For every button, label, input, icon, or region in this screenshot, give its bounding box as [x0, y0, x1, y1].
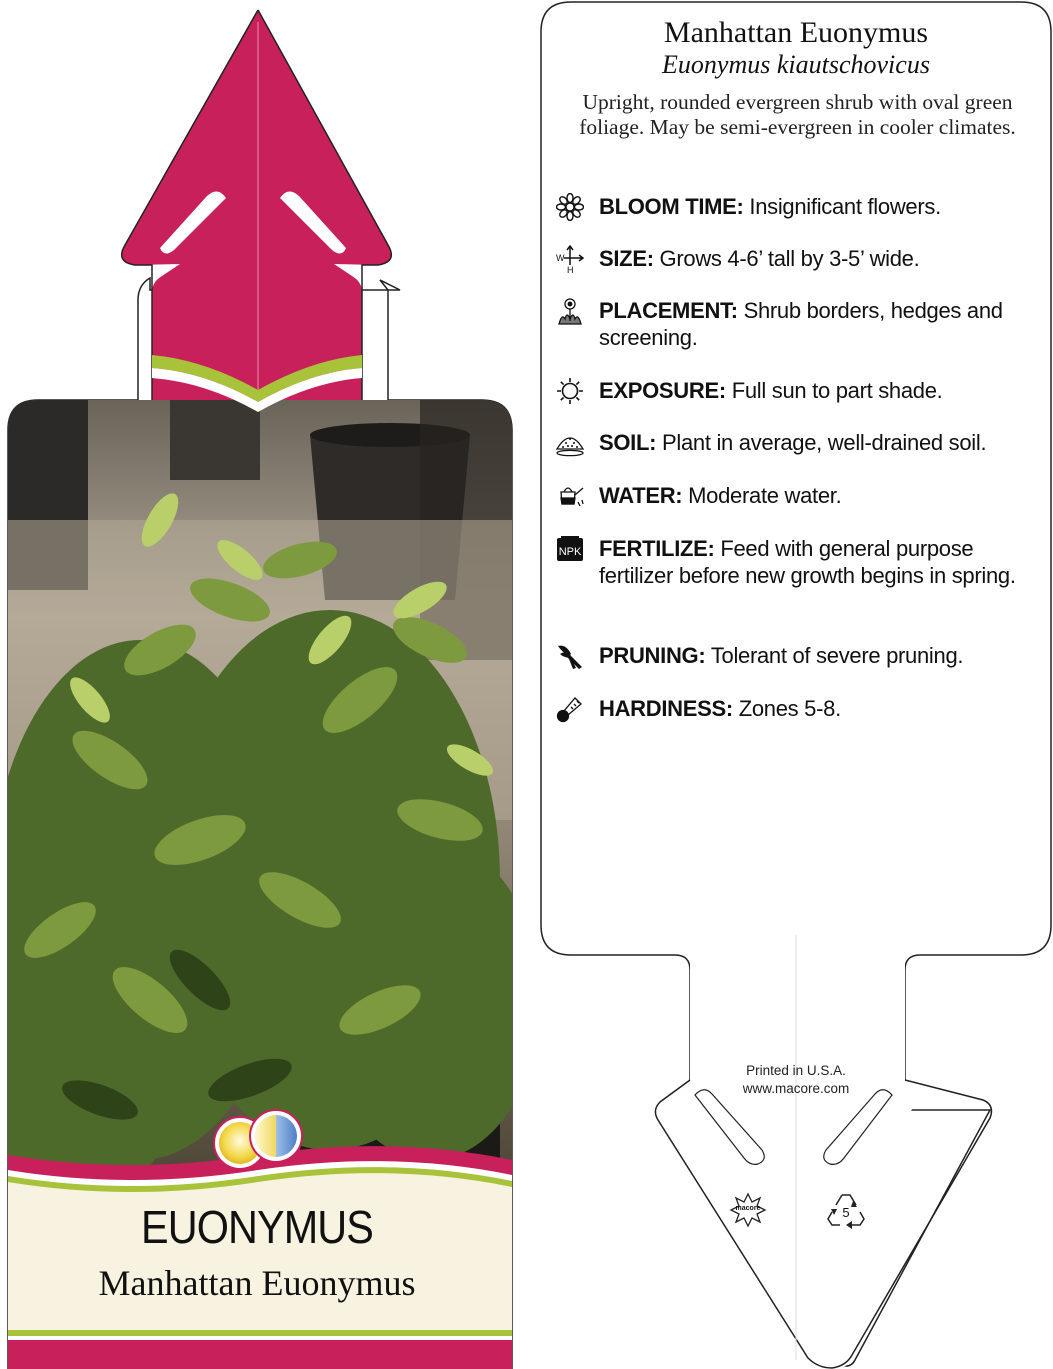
- npk-icon-letters: NPK: [558, 546, 582, 558]
- care-value: Tolerant of severe pruning.: [710, 643, 964, 668]
- size-icon-h: H: [567, 265, 574, 273]
- flower-icon: [556, 193, 584, 221]
- plant-photo: [0, 370, 540, 1200]
- care-bloom-time: [556, 193, 1036, 220]
- care-hardiness: [556, 695, 1036, 722]
- care-soil: [556, 429, 1036, 456]
- care-label: HARDINESS:: [599, 696, 733, 721]
- printed-in-text: Printed in U.S.A.: [746, 1063, 846, 1078]
- macore-logo-text: macore: [735, 1205, 761, 1212]
- care-placement: [556, 297, 1036, 351]
- thermometer-icon: [556, 695, 584, 723]
- care-label: WATER:: [599, 483, 683, 508]
- watering-can-icon: [556, 482, 584, 510]
- care-value: Zones 5-8.: [738, 696, 841, 721]
- care-value: Moderate water.: [688, 483, 842, 508]
- size-icon-w: W: [556, 253, 565, 263]
- front-genus-name: EUONYMUS: [140, 1201, 374, 1253]
- size-arrows-icon: [556, 245, 584, 273]
- pruning-shears-icon: [556, 642, 584, 670]
- care-size: [556, 245, 1036, 272]
- care-label: BLOOM TIME:: [599, 194, 744, 219]
- care-value: Plant in average, well-drained soil.: [661, 430, 987, 455]
- recycle-code: 5: [842, 1205, 850, 1220]
- care-value: Feed with general purpose fertilizer before new growth begins in spring.: [599, 536, 1016, 588]
- care-exposure: [556, 377, 1036, 404]
- placement-plants-icon: [556, 297, 584, 325]
- front-common-name: Manhattan Euonymus: [98, 1263, 416, 1303]
- website-text: www.macore.com: [742, 1081, 850, 1096]
- soil-mound-icon: [556, 429, 584, 457]
- care-pruning: [556, 642, 1036, 669]
- care-water: [556, 482, 1036, 509]
- sun-icon: [556, 377, 584, 405]
- care-label: PLACEMENT:: [599, 298, 738, 323]
- care-label: SIZE:: [599, 246, 654, 271]
- front-tag-spike: [122, 10, 392, 400]
- care-value: Insignificant flowers.: [749, 194, 941, 219]
- npk-fertilizer-icon: [556, 535, 584, 563]
- back-title: Manhattan Euonymus: [663, 16, 929, 49]
- care-value: Full sun to part shade.: [731, 378, 943, 403]
- back-latin-name: Euonymus kiautschovicus: [662, 50, 930, 79]
- back-description: Upright, rounded evergreen shrub with oval green foliage. May be semi-evergreen in cooler climates.: [579, 90, 1016, 139]
- care-label: SOIL:: [599, 430, 657, 455]
- care-value: Grows 4-6’ tall by 3-5’ wide.: [659, 246, 920, 271]
- care-fertilize: [556, 535, 1036, 589]
- care-label: PRUNING:: [599, 643, 706, 668]
- care-label: EXPOSURE:: [599, 378, 726, 403]
- care-value: Shrub borders, hedges and screening.: [599, 298, 1003, 350]
- care-label: FERTILIZE:: [599, 536, 715, 561]
